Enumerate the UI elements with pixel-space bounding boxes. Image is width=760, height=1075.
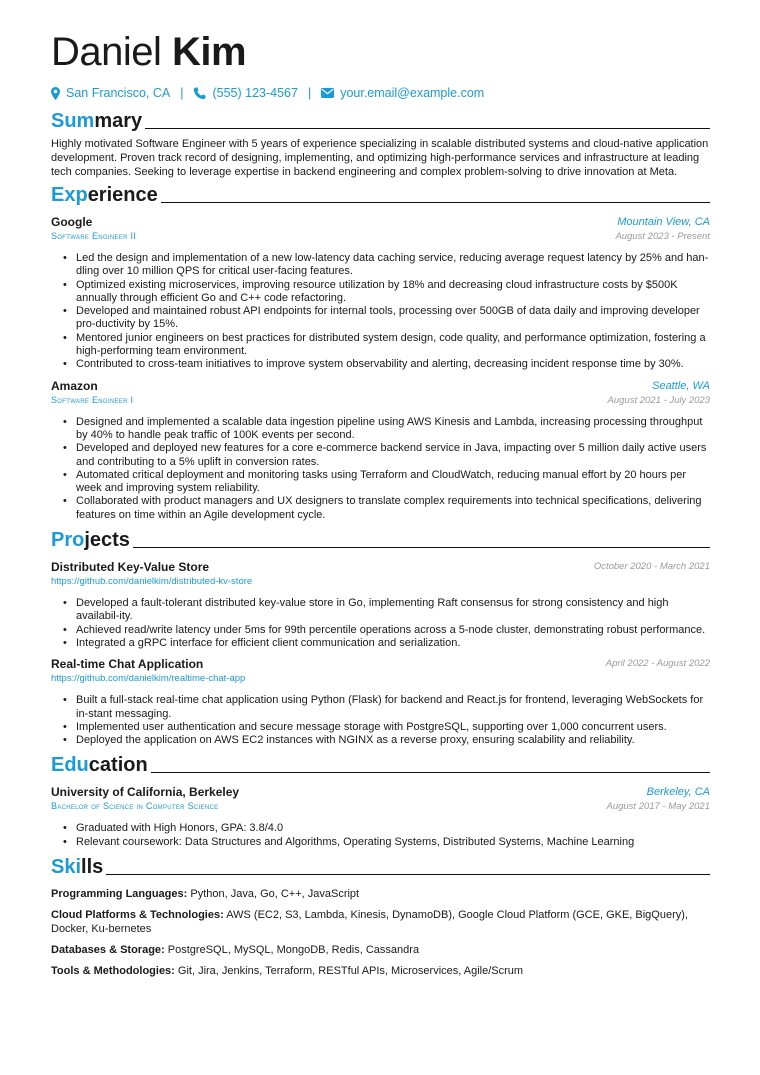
project-entry	[51, 657, 710, 747]
contact-separator: |	[180, 86, 184, 100]
list-item: • Deployed the application on AWS EC2 instances with NGINX as a reverse proxy, ensuring scalability and reliability.	[51, 734, 710, 747]
contact-line	[51, 83, 710, 103]
company-name: Amazon	[51, 378, 98, 393]
list-item: • Integrated a gRPC interface for efficient client communication and serialization.	[51, 637, 710, 650]
list-item: • Built a full-stack real-time chat application using Python (Flask) for backend and React.js for frontend, leveraging WebSockets for in-stant messaging.	[51, 694, 710, 721]
first-name: Daniel	[51, 30, 162, 74]
section-rule	[133, 547, 710, 548]
education-entry	[51, 785, 710, 849]
list-item: • Automated critical deployment and monitoring tasks using Terraform and CloudWatch, reducing manual effort by 20 hours per week and improving system reliability.	[51, 469, 710, 496]
candidate-name	[51, 28, 710, 76]
education-heading	[51, 752, 710, 776]
phone-icon	[193, 87, 206, 100]
summary-text: Highly motivated Software Engineer with 5 years of experience specializing in scalable distributed systems and cloud-native application development. Proven track record of designing, implementing, and optimizing high-performance services and infrastructure at leading tech companies. Seeking to leverage expertise in backend engineering and complex problem-solving to drive innovation at Meta.	[51, 138, 709, 178]
section-rule	[145, 128, 710, 129]
contact-email[interactable]	[321, 86, 484, 100]
job-location: Seattle, WA	[652, 379, 710, 392]
list-item: • Graduated with High Honors, GPA: 3.8/4.0	[51, 822, 710, 835]
school-location: Berkeley, CA	[646, 786, 710, 799]
experience-heading	[51, 182, 710, 206]
project-link[interactable]: https://github.com/danielkim/distributed-kv-store	[51, 576, 253, 588]
section-title: Skills	[51, 856, 104, 879]
job-title: Software Engineer II	[51, 231, 137, 241]
map-marker-icon	[51, 87, 60, 100]
project-link[interactable]: https://github.com/danielkim/realtime-chat-app	[51, 673, 246, 685]
project-bullets	[51, 694, 710, 747]
last-name: Kim	[172, 30, 247, 74]
list-item: • Optimized existing microservices, improving resource utilization by 18% and decreasing cloud infrastructure costs by $500K annually through efficient Go and C++ code refactoring.	[51, 279, 710, 306]
job-bullets	[51, 416, 710, 522]
job-dates: August 2021 - July 2023	[607, 394, 710, 406]
section-title: Education	[51, 754, 148, 777]
list-item: • Achieved read/write latency under 5ms for 99th percentile operations across a 5-node cluster, demonstrating robust performance.	[51, 624, 710, 637]
job-dates: August 2023 - Present	[615, 231, 710, 242]
experience-entry-amazon	[51, 379, 710, 522]
project-entry	[51, 560, 710, 650]
list-item: • Contributed to cross-team initiatives to improve system observability and alerting, decreasing incident response time by 30%.	[51, 358, 710, 371]
job-title: Software Engineer I	[51, 394, 134, 405]
email-link[interactable]: your.email@example.com	[340, 86, 485, 100]
school-name: University of California, Berkeley	[51, 785, 240, 800]
list-item: • Designed and implemented a scalable data ingestion pipeline using AWS Kinesis and Lambda, increasing processing throughput by 40% to handle peak traffic of 100K events per second.	[51, 416, 710, 443]
list-item: • Collaborated with product managers and UX designers to translate complex requirements into technical specifications, delivering features on time within an Agile development cycle.	[51, 495, 710, 522]
envelope-icon	[321, 88, 334, 98]
section-title: Experience	[51, 184, 158, 206]
skill-row: Tools & Methodologies: Git, Jira, Jenkins, Terraform, RESTful APIs, Microservices, Agile/Scrum	[51, 965, 524, 978]
project-name: Distributed Key-Value Store	[51, 560, 210, 575]
education-bullets	[51, 822, 710, 849]
contact-separator: |	[307, 86, 312, 100]
contact-location	[51, 86, 170, 100]
section-rule	[161, 202, 710, 203]
section-rule	[106, 874, 710, 875]
phone-text: (555) 123-4567	[212, 86, 298, 100]
experience-entry-google	[51, 215, 710, 372]
projects-heading	[51, 527, 710, 551]
job-bullets	[51, 252, 710, 372]
list-item: • Implemented user authentication and secure message storage with PostgreSQL, supporting over 1,000 concurrent users.	[51, 721, 710, 734]
summary-heading	[51, 108, 710, 132]
list-item: • Developed and deployed new features for a core e-commerce backend service in Java, impacting over 5 million daily active users and contributing to a 5% uplift in conversion rates.	[51, 442, 710, 469]
project-dates: October 2020 - March 2021	[593, 561, 710, 573]
list-item: • Mentored junior engineers on best practices for distributed system design, code quality, and performance optimization, fostering a high-performing team environment.	[51, 332, 710, 359]
skill-row: Databases & Storage: PostgreSQL, MySQL, MongoDB, Redis, Cassandra	[51, 944, 420, 957]
education-dates: August 2017 - May 2021	[606, 801, 710, 813]
skills-list	[51, 887, 710, 978]
list-item: • Developed a fault-tolerant distributed key-value store in Go, implementing Raft consensus for strong consistency and high availabil-ity.	[51, 597, 710, 624]
project-dates: April 2022 - August 2022	[605, 658, 710, 670]
job-location: Mountain View, CA	[617, 216, 710, 228]
skill-row: Programming Languages: Python, Java, Go, C++, JavaScript	[51, 888, 360, 901]
degree: Bachelor of Science in Computer Science	[51, 801, 219, 812]
project-name: Real-time Chat Application	[51, 657, 204, 672]
section-title: Projects	[51, 529, 130, 552]
location-text: San Francisco, CA	[66, 86, 171, 100]
skill-row: Cloud Platforms & Technologies: AWS (EC2, S3, Lambda, Kinesis, DynamoDB), Google Cloud Platform (GCE, GKE, BigQuery), Docker, Ku-bernetes	[51, 909, 688, 936]
list-item: • Relevant coursework: Data Structures and Algorithms, Operating Systems, Distributed Systems, Machine Learning	[51, 836, 710, 849]
section-title: Summary	[51, 110, 143, 132]
list-item: • Led the design and implementation of a new low-latency data caching service, reducing average request latency by 25% and han-dling over 10 million QPS for critical user-facing features.	[51, 252, 710, 279]
list-item: • Developed and maintained robust API endpoints for internal tools, processing over 500GB of data daily and improving developer pro-ductivity by 15%.	[51, 305, 710, 332]
skills-heading	[51, 854, 710, 878]
section-rule	[151, 772, 710, 773]
company-name: Google	[51, 215, 93, 229]
resume-page	[51, 28, 710, 978]
project-bullets	[51, 597, 710, 650]
contact-phone	[193, 86, 297, 100]
